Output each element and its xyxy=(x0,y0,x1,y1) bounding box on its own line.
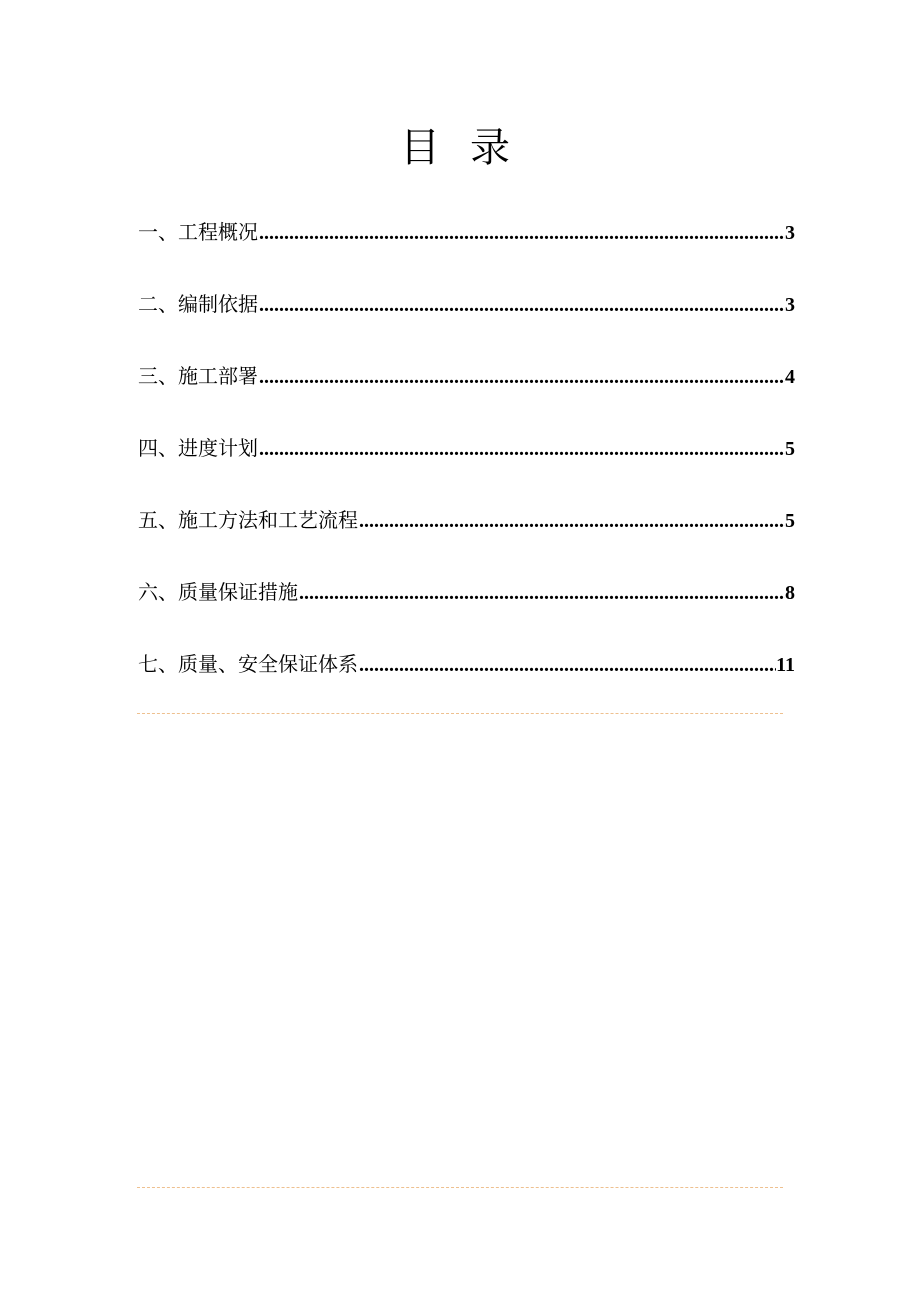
page-divider-top xyxy=(137,713,783,714)
toc-entry-page-number: 3 xyxy=(785,222,795,244)
toc-entry[interactable] xyxy=(138,341,795,413)
toc-entry-label: 六、质量保证措施 xyxy=(138,582,298,604)
page-title: 目 录 xyxy=(400,125,520,170)
toc-entry-page-number: 5 xyxy=(785,510,795,532)
page-divider-bottom xyxy=(137,1187,783,1188)
toc-entry-label: 一、工程概况 xyxy=(138,222,258,244)
toc-entry[interactable] xyxy=(138,197,795,269)
toc-entry-label: 四、进度计划 xyxy=(138,438,258,460)
toc-entry-leader xyxy=(258,197,785,269)
toc-entry-label: 五、施工方法和工艺流程 xyxy=(138,510,358,532)
toc-entry-page-number: 5 xyxy=(785,438,795,460)
toc-entry-leader xyxy=(358,629,776,701)
toc-entry[interactable] xyxy=(138,629,795,701)
toc-entry-page-number: 8 xyxy=(785,582,795,604)
toc-entry[interactable] xyxy=(138,269,795,341)
toc-entry[interactable] xyxy=(138,413,795,485)
toc-entry-label: 二、编制依据 xyxy=(138,294,258,316)
toc-entry-leader xyxy=(298,557,785,629)
toc-entry-page-number: 4 xyxy=(785,366,795,388)
toc-entry-label: 七、质量、安全保证体系 xyxy=(138,654,358,676)
toc-entry-leader xyxy=(358,485,785,557)
toc-entry[interactable] xyxy=(138,557,795,629)
toc-entry-leader xyxy=(258,341,785,413)
toc-entry-leader xyxy=(258,269,785,341)
toc-entry-label: 三、施工部署 xyxy=(138,366,258,388)
toc-entry-page-number: 3 xyxy=(785,294,795,316)
toc-entry-page-number: 11 xyxy=(776,654,795,676)
toc-entry-leader xyxy=(258,413,785,485)
toc-list xyxy=(138,197,795,701)
toc-entry[interactable] xyxy=(138,485,795,557)
